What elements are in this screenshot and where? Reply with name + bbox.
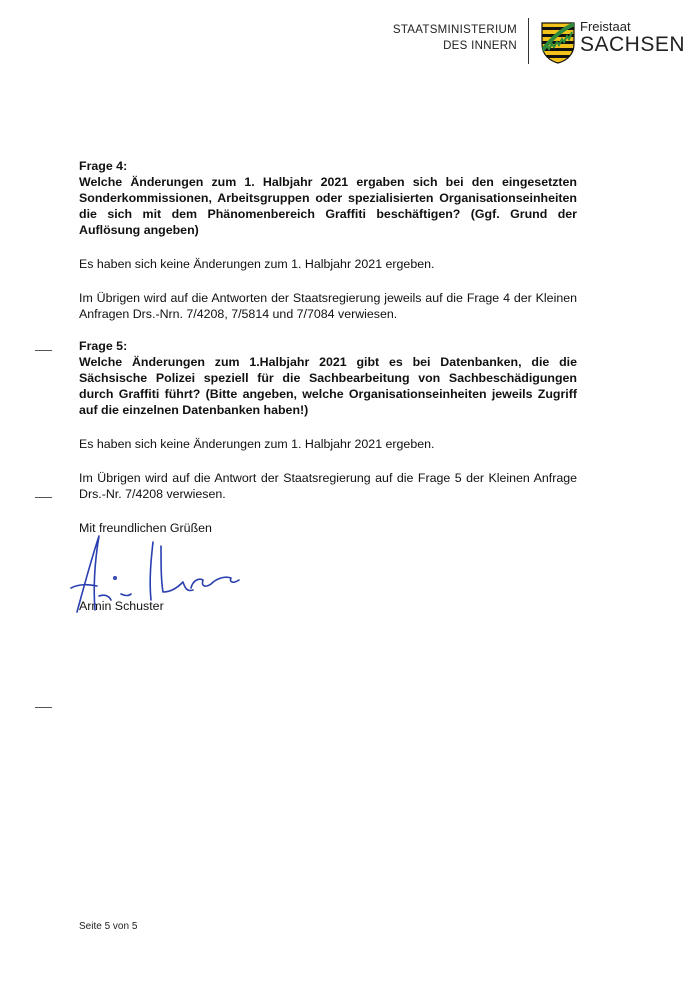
letter-body (79, 158, 577, 620)
ministry-name (393, 22, 517, 54)
saxony-coat-of-arms-icon (541, 22, 575, 64)
frage4-answer-2: Im Übrigen wird auf die Antworten der Staatsregierung jeweils auf die Frage 4 der Kleinen Anfragen Drs.-Nrn. 7/4208, 7/5814 und 7/7084 verwiesen. (79, 291, 577, 321)
fold-mark (35, 497, 52, 498)
frage4-label: Frage 4: (79, 159, 128, 173)
closing-greeting: Mit freundlichen Grüßen (79, 521, 212, 535)
frage5-question: Welche Änderungen zum 1.Halbjahr 2021 gibt es bei Datenbanken, die die Sächsische Polizei speziell für die Sachbearbeitung von Sachbeschädigungen durch Graffiti führt? (Bitte angeben, welche Organisationseinheiten jeweils Zugriff auf die einzelnen Datenbanken haben!) (79, 355, 577, 417)
fold-mark (35, 350, 52, 351)
brand-logo (580, 20, 685, 56)
ministry-line-2: DES INNERN (443, 40, 517, 52)
frage5-answer-2: Im Übrigen wird auf die Antwort der Staatsregierung auf die Frage 5 der Kleinen Anfrage Drs.-Nr. 7/4208 verwiesen. (79, 471, 577, 501)
signatory-name: Armin Schuster (79, 599, 164, 613)
ministry-line-1: STAATSMINISTERIUM (392, 24, 517, 36)
signature-block (79, 520, 577, 620)
frage5-label: Frage 5: (79, 339, 128, 353)
handwritten-signature (69, 530, 259, 630)
brand-big: SACHSEN (580, 33, 686, 56)
fold-mark (35, 707, 52, 708)
frage4-question: Welche Änderungen zum 1. Halbjahr 2021 ergaben sich bei den eingesetzten Sonderkommissionen, Arbeitsgruppen oder spezialisierten Organisationseinheiten die sich mit dem Phänomenbereich Graffiti beschäftigen? (Ggf. Grund der Auflösung angeben) (79, 175, 577, 237)
frage4-answer-1: Es haben sich keine Änderungen zum 1. Halbjahr 2021 ergeben. (79, 257, 435, 271)
brand-small: Freistaat (580, 19, 631, 34)
frage5-answer-1: Es haben sich keine Änderungen zum 1. Halbjahr 2021 ergeben. (79, 437, 435, 451)
header-divider (528, 18, 529, 64)
page-number: Seite 5 von 5 (79, 921, 138, 932)
